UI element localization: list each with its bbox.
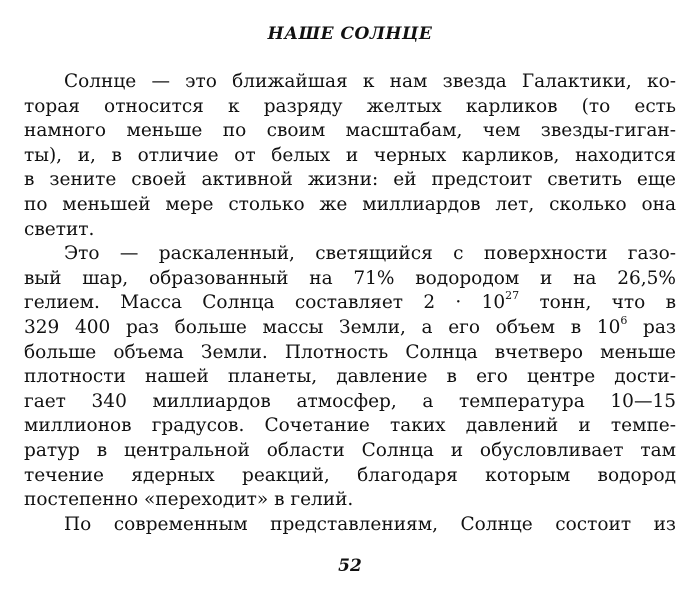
- text-segment: тонн, что в: [519, 292, 676, 314]
- text-line: Это — раскаленный, светящийся с поверхности газо-: [64, 243, 676, 265]
- text-segment: 329 400 раз больше массы Земли, а его объем в 10: [24, 316, 621, 338]
- text-line: больше объема Земли. Плотность Солнца вчетверо меньше: [24, 341, 676, 363]
- paragraph: [24, 513, 676, 538]
- text-line: Солнце — это ближайшая к нам звезда Галактики, ко-: [64, 71, 676, 92]
- text-line: в зените своей активной жизни: ей предстоит светить еще: [24, 169, 676, 191]
- text-line-with-exponent: [24, 316, 676, 341]
- text-line-with-exponent: [24, 291, 676, 316]
- text-line: течение ядерных реакций, благодаря которым водород: [24, 464, 676, 486]
- body-text: [24, 70, 676, 537]
- paragraph: [24, 242, 676, 513]
- page-number: 52: [338, 556, 362, 576]
- page-heading: НАШЕ СОЛНЦЕ: [267, 24, 433, 44]
- exponent: 6: [620, 315, 628, 327]
- text-line: намного меньше по своим масштабам, чем звезды-гиган-: [24, 120, 676, 142]
- text-line: По современным представлениям, Солнце состоит из: [64, 513, 676, 535]
- text-line: ты), и, в отличие от белых и черных карликов, находится: [24, 144, 676, 166]
- text-segment: раз: [627, 316, 676, 338]
- text-line: постепенно «переходит» в гелий.: [24, 489, 354, 511]
- text-line: гает 340 миллиардов атмосфер, а температура 10—15: [24, 390, 676, 412]
- text-line: светит.: [24, 218, 95, 240]
- text-line: вый шар, образованный на 71% водородом и на 26,5%: [24, 267, 676, 289]
- paragraph: [24, 70, 676, 242]
- text-line: плотности нашей планеты, давление в его центре дости-: [24, 366, 676, 388]
- exponent: 27: [505, 291, 520, 303]
- text-segment: гелием. Масса Солнца составляет 2 · 10: [24, 292, 506, 314]
- text-line: торая относится к разряду желтых карликов (то есть: [24, 95, 676, 117]
- text-line: ратур в центральной области Солнца и обусловливает там: [24, 439, 676, 461]
- text-line: миллионов градусов. Сочетание таких давлений и темпе-: [24, 415, 676, 437]
- text-line: по меньшей мере столько же миллиардов лет, сколько она: [24, 193, 676, 215]
